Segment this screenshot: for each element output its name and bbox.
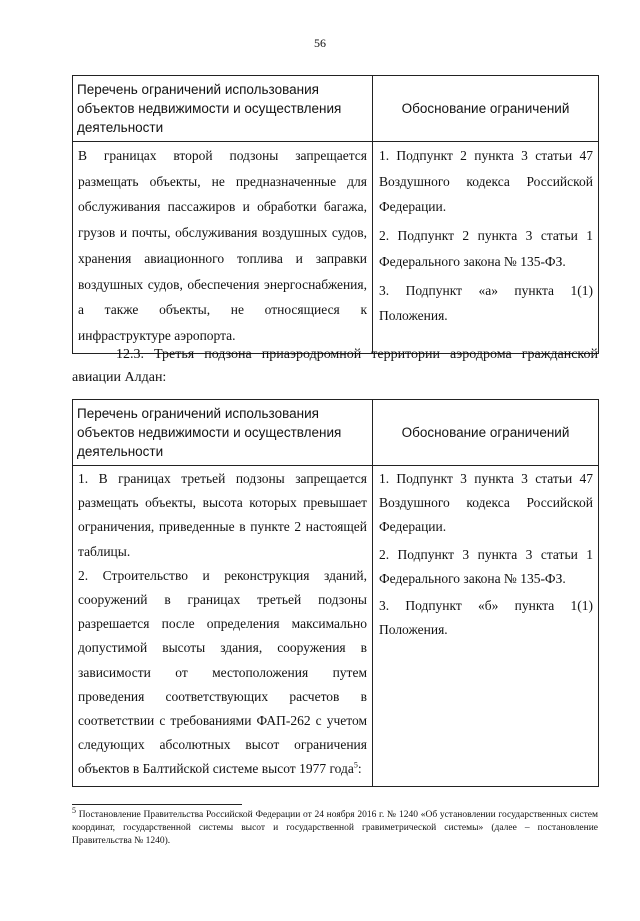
restrictions-cell: [73, 466, 373, 787]
footnote-marker: 5: [72, 805, 76, 815]
justification-item: 3. Подпункт «а» пункта 1(1) Положения.: [379, 282, 593, 324]
footnote-divider: [72, 804, 242, 805]
page-number: 56: [314, 36, 326, 50]
restrictions-table-second-subzone: [72, 75, 599, 354]
justification-item: 2. Подпункт 2 пункта 3 статьи 1 Федерального закона № 135-ФЗ.: [379, 228, 593, 269]
footnote-reference[interactable]: 5: [353, 760, 358, 770]
justification-item: 3. Подпункт «б» пункта 1(1) Положения.: [379, 598, 593, 638]
restrictions-cell: [73, 142, 373, 354]
restriction-text: 1. В границах третьей подзоны запрещается размещать объекты, высота которых превышает ограничения, приведенные в пункте 2 настоящей таблицы.: [78, 471, 367, 559]
table-header-row: [73, 400, 599, 466]
table-row: [73, 466, 599, 787]
restriction-text-tail: :: [357, 761, 362, 777]
restriction-text: [78, 564, 367, 782]
footnote: [72, 805, 598, 848]
restrictions-table-third-subzone: [72, 399, 599, 787]
table-row: [73, 142, 599, 354]
restriction-text-body: 2. Строительство и реконструкция зданий, сооружений в границах третьей подзоны разрешается после определения максимально допустимой высоты здания, сооружения в зависимости от местоположения путем проведения соответствующих расчетов в соответствии с требованиями ФАП-262 с учетом следующих абсолютных высот ограничения объектов в Балтийской системе высот 1977 года: [78, 567, 367, 777]
section-heading-third-subzone: 12.3. Третья подзона приаэродромной территории аэродрома гражданской авиации Алдан:: [72, 347, 598, 385]
restriction-text: В границах второй подзоны запрещается размещать объекты, не предназначенные для обслуживания пассажиров и обработки багажа, грузов и почты, обслуживания воздушных судов, хранения авиационного топлива и заправки воздушных судов, обеспечения энергоснабжения, а также объекты, не относящиеся к инфраструктуре аэропорта.: [78, 148, 367, 343]
justification-item: 1. Подпункт 3 пункта 3 статьи 47 Воздушного кодекса Российской Федерации.: [379, 471, 593, 535]
justification-item: 2. Подпункт 3 пункта 3 статьи 1 Федерального закона № 135-ФЗ.: [379, 546, 593, 586]
header-restrictions-list: Перечень ограничений использования объектов недвижимости и осуществления деятельности: [73, 76, 373, 142]
table-header-row: [73, 76, 599, 142]
justification-cell: [373, 142, 599, 354]
footnote-text: Постановление Правительства Российской Федерации от 24 ноября 2016 г. № 1240 «Об установлении государственных систем координат, государственной системы высот и государственной гравиметрической системы» (далее – постановление Правительства № 1240).: [72, 810, 598, 846]
justification-item: 1. Подпункт 2 пункта 3 статьи 47 Воздушного кодекса Российской Федерации.: [379, 148, 593, 215]
justification-cell: [373, 466, 599, 787]
header-restrictions-list: Перечень ограничений использования объектов недвижимости и осуществления деятельности: [73, 400, 373, 466]
header-justification: Обоснование ограничений: [373, 400, 599, 466]
header-justification: Обоснование ограничений: [373, 76, 599, 142]
